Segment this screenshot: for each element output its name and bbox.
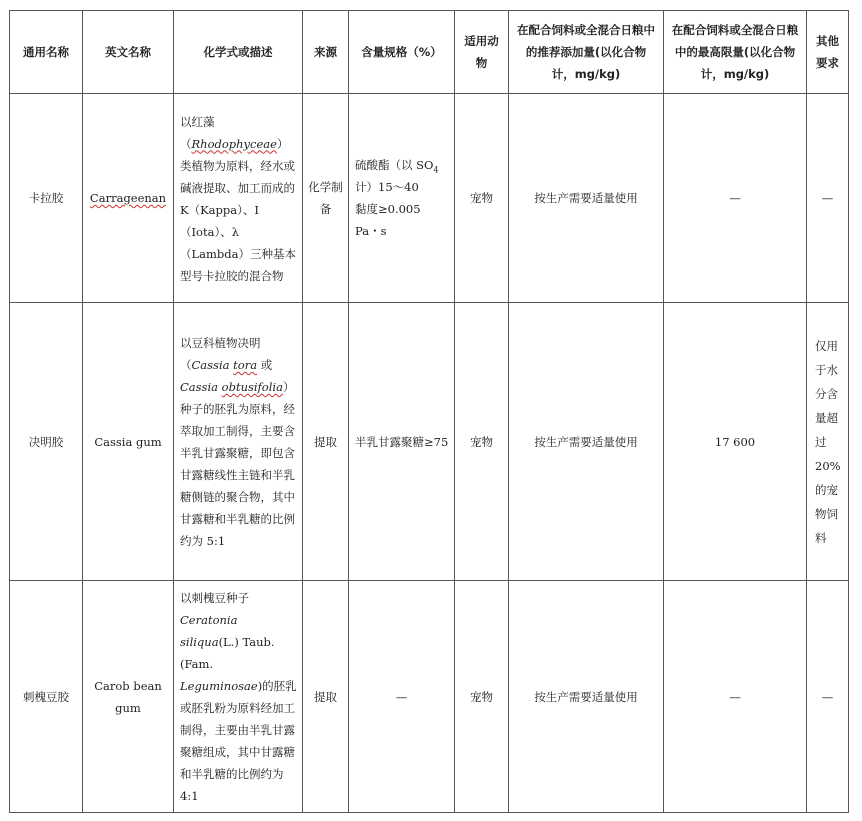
header-source: 来源: [303, 11, 349, 94]
cell-recommended: 按生产需要适量使用: [509, 303, 664, 581]
cell-other: —: [807, 94, 849, 303]
header-max: 在配合饲料或全混合日粮中的最高限量(以化合物计，mg/kg): [664, 11, 807, 94]
desc-text: （: [180, 136, 192, 151]
table-row: [10, 303, 849, 581]
desc-text: ）种子的胚乳为原料，经萃取加工制得，主要含半乳甘露聚糖，即包含甘露糖线性主链和半乳糖侧链的聚合物，其中甘露糖和半乳糖的比例约为 5:1: [180, 380, 295, 548]
cell-other: —: [807, 581, 849, 813]
feed-additive-table: [9, 10, 849, 813]
header-formula: 化学式或描述: [174, 11, 303, 94]
cell-english: [83, 94, 174, 303]
table-row: [10, 581, 849, 813]
desc-text: (L.) Taub.(Fam.: [180, 635, 275, 671]
cell-description: [174, 94, 303, 303]
cell-animal: 宠物: [455, 581, 509, 813]
header-name: 通用名称: [10, 11, 83, 94]
additive-table-sheet: [9, 10, 849, 813]
header-spec: 含量规格（%）: [349, 11, 455, 94]
cell-animal: 宠物: [455, 94, 509, 303]
header-other: 其他要求: [807, 11, 849, 94]
desc-text: ）类植物为原料，经水或碱液提取、加工而成的 K（Kappa）、I（Iota）、λ（Lambda）三种基本型号卡拉胶的混合物: [180, 136, 296, 283]
desc-latin-text: Leguminosae: [180, 679, 258, 693]
cell-description: [174, 581, 303, 813]
cell-source: 提取: [303, 303, 349, 581]
cell-max: —: [664, 581, 807, 813]
cell-english: Carob bean gum: [83, 581, 174, 813]
desc-text: （: [180, 358, 192, 372]
cell-animal: 宠物: [455, 303, 509, 581]
desc-text: )的胚乳或胚乳粉为原料经加工制得，主要由半乳甘露聚糖组成，其中甘露糖和半乳糖的比例约为 4:1: [180, 679, 297, 803]
desc-latin-text: Ceratonia siliqua: [180, 613, 238, 649]
cell-recommended: 按生产需要适量使用: [509, 94, 664, 303]
header-english: 英文名称: [83, 11, 174, 94]
desc-text: 以红藻: [180, 114, 215, 129]
desc-text: 以刺槐豆种子: [180, 591, 249, 605]
cell-description: [174, 303, 303, 581]
cell-spec: [349, 94, 455, 303]
cell-max: 17 600: [664, 303, 807, 581]
cell-source: 化学制备: [303, 94, 349, 303]
header-recommended: 在配合饲料或全混合日粮中的推荐添加量(以化合物计，mg/kg): [509, 11, 664, 94]
cell-english: Cassia gum: [83, 303, 174, 581]
english-name-text: Carrageenan: [89, 191, 167, 205]
table-header-row: [10, 11, 849, 94]
spec-text: 硫酸酯（以 SO: [355, 158, 434, 172]
cell-name: 刺槐豆胶: [10, 581, 83, 813]
header-animal: 适用动物: [455, 11, 509, 94]
desc-latin-text: Rhodophyceae: [191, 136, 277, 151]
cell-other: 仅用于水分含量超过 20% 的宠物饲料: [807, 303, 849, 581]
spec-text: Pa・s: [355, 224, 387, 238]
cell-max: —: [664, 94, 807, 303]
spec-text: 黏度≥0.005: [355, 202, 421, 216]
desc-latin-text: Cassia: [180, 380, 222, 394]
cell-recommended: 按生产需要适量使用: [509, 581, 664, 813]
desc-latin-text: Cassia: [191, 358, 234, 372]
cell-name: 卡拉胶: [10, 94, 83, 303]
spec-subscript: 4: [433, 165, 439, 175]
desc-text: 以豆科植物决明: [180, 336, 261, 350]
desc-text: 或: [257, 358, 273, 372]
spec-text: 计）15～40: [355, 180, 419, 194]
cell-spec: —: [349, 581, 455, 813]
cell-spec: 半乳甘露聚糖≥75: [349, 303, 455, 581]
table-row: [10, 94, 849, 303]
cell-source: 提取: [303, 581, 349, 813]
desc-latin-text: tora: [233, 358, 258, 372]
desc-latin-text: obtusifolia: [221, 380, 283, 394]
cell-name: 决明胶: [10, 303, 83, 581]
